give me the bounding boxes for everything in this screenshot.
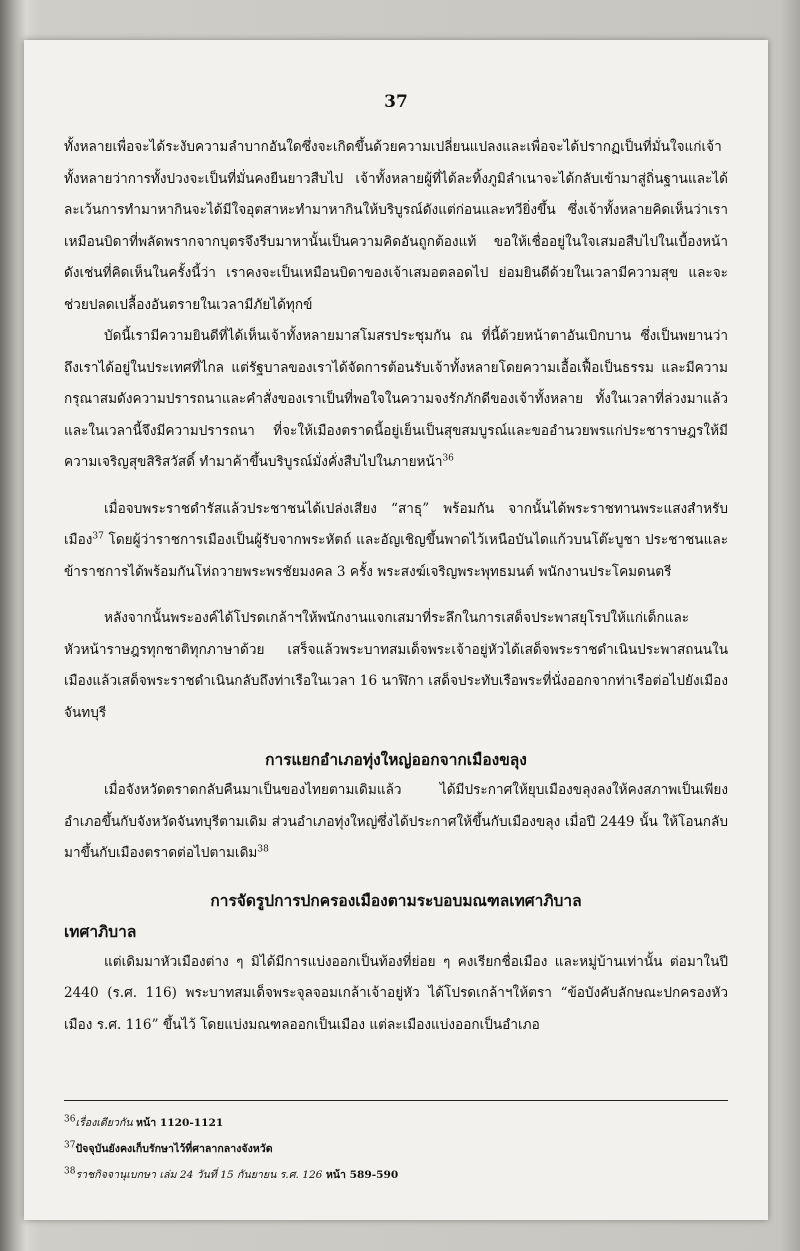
footnote-mark: 37 — [64, 1140, 76, 1151]
footnote-divider — [64, 1100, 728, 1101]
footnotes — [64, 1110, 728, 1188]
paragraph-3-text: เมื่อจบพระราชดำรัสแล้วประชาชนได้เปล่งเสียง “สาธุ” พร้อมกัน จากนั้นได้พระราชทานพระแสงสำหรับเมือง — [64, 500, 728, 548]
paragraph-3-cont: โดยผู้ว่าราชการเมืองเป็นผู้รับจากพระหัตถ์ และอัญเชิญขึ้นพาดไว้เหนือบันไดแก้วบนโต๊ะบูชา ประชาชนและข้าราชการได้พร้อมกันโห่ถวายพระพรชัยมงคล 3 ครั้ง พระสงฆ์เจริญพระพุทธมนต์ พนักงานประโคมดนตรี — [64, 532, 728, 580]
paragraph-1 — [64, 132, 728, 321]
section-heading-tung-yai: การแยกอำเภอทุ่งใหญ่ออกจากเมืองขลุง — [265, 750, 527, 769]
main-text — [64, 132, 728, 1041]
page-number: 37 — [384, 92, 408, 112]
subheading-thesaphiban: เทศาภิบาล — [64, 921, 137, 941]
footnote-text: ปัจจุบันยังคงเก็บรักษาไว้ที่ศาลากลางจังหวัด — [75, 1143, 273, 1155]
paragraph-4-text: หลังจากนั้นพระองค์ได้โปรดเกล้าฯให้พนักงานแจกเสมาที่ระลึกในการเสด็จประพาสยุโรปให้แก่เด็กและหัวหน้าราษฎรทุกชาติทุกภาษาด้วย เสร็จแล้วพระบาทสมเด็จพระเจ้าอยู่หัวได้เสด็จพระราชดำเนินประพาสถนนในเมืองแล้วเสด็จพระราชดำเนินกลับถึงท่าเรือในเวลา 16 นาฬิกา เสด็จประทับเรือพระที่นั่งออกจากท่าเรือต่อไปยังเมืองจันทบุรี — [64, 610, 728, 721]
section-heading-administration: การจัดรูปการปกครองเมืองตามระบอบมณฑลเทศาภิบาล — [210, 890, 582, 910]
footnote-source: เรื่องเดียวกัน — [75, 1117, 133, 1129]
footnote-36 — [64, 1110, 728, 1136]
footnote-text: หน้า 589-590 — [325, 1169, 399, 1181]
footnote-ref-37: 37 — [92, 531, 104, 542]
paragraph-1-text: ทั้งหลายเพื่อจะได้ระงับความลำบากอันใดซึ่งจะเกิดขึ้นด้วยความเปลี่ยนแปลงและเพื่อจะได้ปรากฏเป็นที่มั่นใจแก่เจ้าทั้งหลายว่าการทั้งปวงจะเป็นที่มั่นคงยืนยาวสืบไป เจ้าทั้งหลายผู้ที่ได้ละทิ้งภูมิลำเนาจะได้กลับเข้ามาสู่ถิ่นฐานและได้ละเว้นการทำมาหากินจะได้มีใจอุตสาหะทำมาหากินให้บริบูรณ์ดังแต่ก่อนและทวียิ่งขึ้น ซึ่งเจ้าทั้งหลายคิดเห็นว่าเราเหมือนบิดาที่พลัดพรากจากบุตรจึงรีบมาหานั้นเป็นความคิดอันถูกต้องแท้ ขอให้เชื่ออยู่ในใจเสมอสืบไปในเบื้องหน้าดังเช่นที่คิดเห็นในครั้งนี้ว่า เราคงจะเป็นเหมือนบิดาของเจ้าเสมอตลอดไป ย่อมยินดีด้วยในเวลามีความสุข และจะช่วยปลดเปลื้องอันตรายในเวลามีภัยได้ทุกข์ — [64, 139, 728, 313]
footnote-ref-38: 38 — [257, 844, 269, 855]
paragraph-4 — [64, 603, 728, 729]
paragraph-5-text: เมื่อจังหวัดตราดกลับคืนมาเป็นของไทยตามเดิมแล้ว ได้มีประกาศให้ยุบเมืองขลุงลงให้คงสภาพเป็นเพียงอำเภอขึ้นกับจังหวัดจันทบุรีตามเดิม ส่วนอำเภอทุ่งใหญ่ซึ่งได้ประกาศให้ขึ้นกับเมืองขลุง เมื่อปี 2449 นั้น ให้โอนกลับมาขึ้นกับเมืองตราดต่อไปตามเดิม — [64, 782, 728, 861]
footnote-mark: 38 — [64, 1166, 76, 1177]
footnote-mark: 36 — [64, 1114, 76, 1125]
book-page — [24, 40, 768, 1220]
footnote-source: ราชกิจจานุเบกษา เล่ม 24 วันที่ 15 กันยายน ร.ศ. 126 — [75, 1169, 323, 1181]
footnote-ref-36: 36 — [442, 453, 454, 464]
paragraph-2 — [64, 321, 728, 479]
paragraph-2-text: บัดนี้เรามีความยินดีที่ได้เห็นเจ้าทั้งหลายมาสโมสรประชุมกัน ณ ที่นี้ด้วยหน้าตาอันเบิกบาน ซึ่งเป็นพยานว่าถึงเราได้อยู่ในประเทศที่ไกล แต่รัฐบาลของเราได้จัดการต้อนรับเจ้าทั้งหลายโดยความเอื้อเฟื้อเป็นธรรม และมีความกรุณาสมดังความปรารถนาและคำสั่งของเราเป็นที่พอใจในความจงรักภักดีของเจ้าทั้งหลาย ทั้งในเวลาที่ล่วงมาแล้วและในเวลานี้จึงมีความปรารถนา ที่จะให้เมืองตราดนี้อยู่เย็นเป็นสุขสมบูรณ์และขออำนวยพรแก่ประชาราษฎรให้มีความเจริญสุขสิริสวัสดิ์ ทำมาค้าขึ้นบริบูรณ์มั่งคั่งสืบไปในภายหน้า — [64, 328, 728, 470]
footnote-text: หน้า 1120-1121 — [136, 1117, 224, 1129]
paragraph-6 — [64, 947, 728, 1042]
paragraph-3 — [64, 494, 728, 589]
footnote-38 — [64, 1162, 728, 1188]
paragraph-6-text: แต่เดิมมาหัวเมืองต่าง ๆ มิได้มีการแบ่งออกเป็นท้องที่ย่อย ๆ คงเรียกชื่อเมือง และหมู่บ้านเท่านั้น ต่อมาในปี 2440 (ร.ศ. 116) พระบาทสมเด็จพระจุลจอมเกล้าเจ้าอยู่หัว ได้โปรดเกล้าฯให้ตรา “ข้อบังคับลักษณะปกครองหัวเมือง ร.ศ. 116” ขึ้นไว้ โดยแบ่งมณฑลออกเป็นเมือง แต่ละเมืองแบ่งออกเป็นอำเภอ — [64, 953, 728, 1033]
paragraph-5 — [64, 775, 728, 870]
footnote-37 — [64, 1136, 728, 1162]
